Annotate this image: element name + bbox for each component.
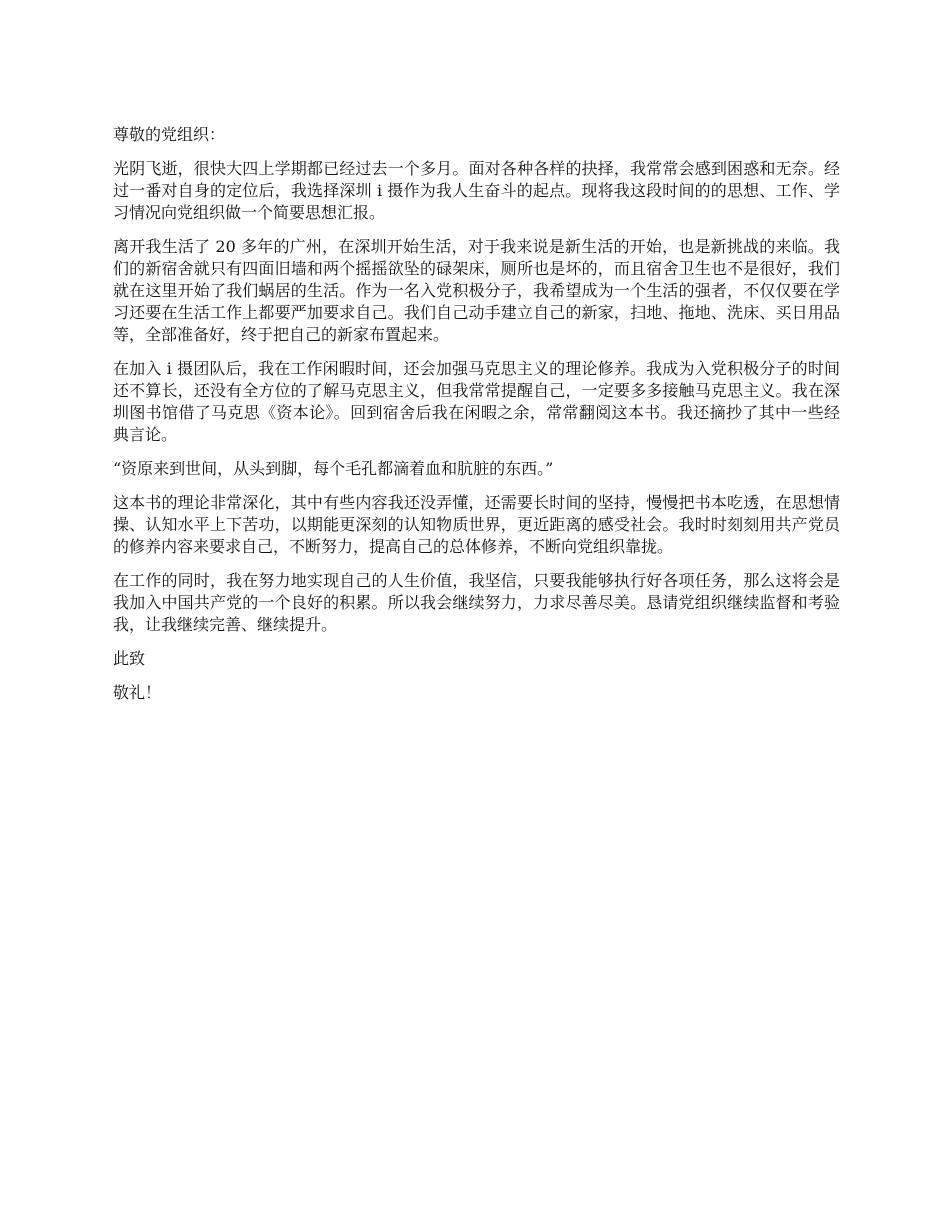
paragraph-1: 光阴飞逝，很快大四上学期都已经过去一个多月。面对各种各样的抉择，我常常会感到困惑和无奈。经过一番对自身的定位后，我选择深圳 i 摄作为我人生奋斗的起点。现将我这段时间的的思想、工作、学习情况向党组织做一个简要思想汇报。 xyxy=(113,159,840,222)
salutation: 尊敬的党组织： xyxy=(113,125,226,144)
paragraph-5: 在工作的同时，我在努力地实现自己的人生价值，我坚信，只要我能够执行好各项任务，那么这将会是我加入中国共产党的一个良好的积累。所以我会继续努力，力求尽善尽美。恳请党组织继续监督和考验我，让我继续完善、继续提升。 xyxy=(113,571,840,634)
paragraph-2: 离开我生活了 20 多年的广州，在深圳开始生活，对于我来说是新生活的开始，也是新挑战的来临。我们的新宿舍就只有四面旧墙和两个摇摇欲坠的碌架床，厕所也是坏的，而且宿舍卫生也不是很好，我们就在这里开始了我们蜗居的生活。作为一名入党积极分子，我希望成为一个生活的强者，不仅仅要在学习还要在生活工作上都要严加要求自己。我们自己动手建立自己的新家，扫地、拖地、洗床、买日用品等，全部准备好，终于把自己的新家布置起来。 xyxy=(113,237,840,344)
closing-jing-li: 敬礼！ xyxy=(113,683,162,702)
paragraph-4: 这本书的理论非常深化，其中有些内容我还没弄懂，还需要长时间的坚持，慢慢把书本吃透，在思想情操、认知水平上下苦功，以期能更深刻的认知物质世界，更近距离的感受社会。我时时刻刻用共产党员的修养内容来要求自己，不断努力，提高自己的总体修养，不断向党组织靠拢。 xyxy=(113,493,840,556)
paragraph-3: 在加入 i 摄团队后，我在工作闲暇时间，还会加强马克思主义的理论修养。我成为入党积极分子的时间还不算长，还没有全方位的了解马克思主义，但我常常提醒自己，一定要多多接触马克思主义。我在深圳图书馆借了马克思《资本论》。回到宿舍后我在闲暇之余，常常翻阅这本书。我还摘抄了其中一些经典言论。 xyxy=(113,359,840,444)
closing-ci-zhi: 此致 xyxy=(113,649,146,668)
letter-body xyxy=(113,124,840,716)
quotation: “资原来到世间，从头到脚，每个毛孔都滴着血和肮脏的东西。” xyxy=(113,459,554,478)
